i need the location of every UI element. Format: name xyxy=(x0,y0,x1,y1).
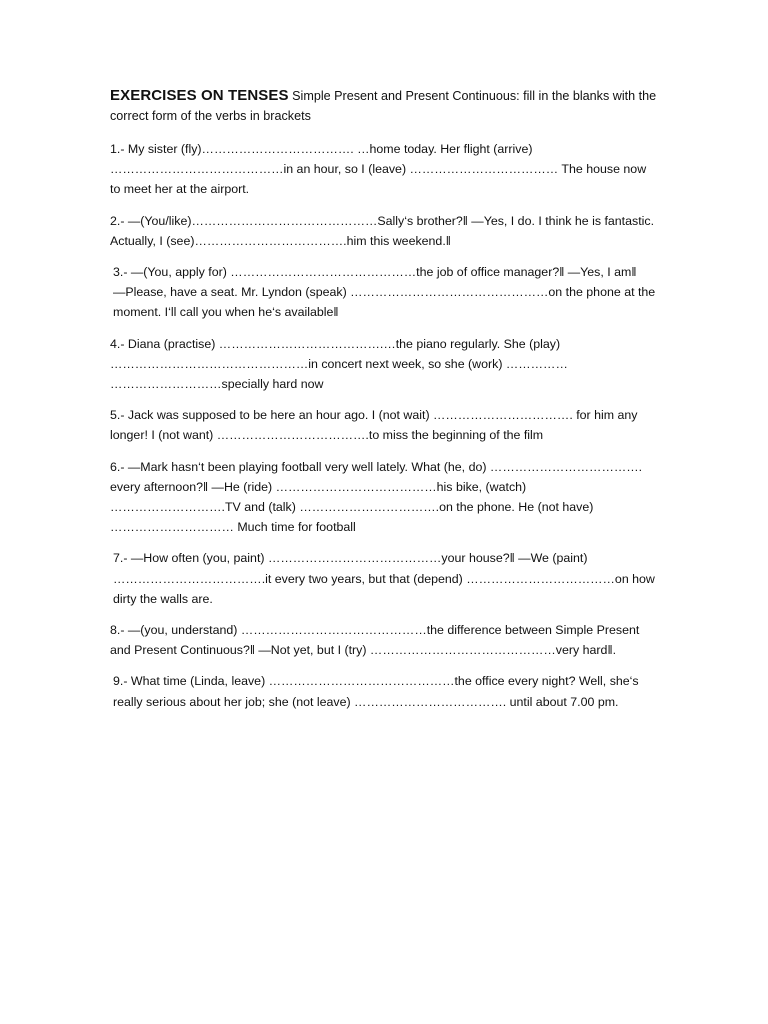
exercise-3: 3.- ―(You, apply for) ………………………………………the job of office manager?‖ ―Yes, I am‖ ―Please, have a seat. Mr. Lyndon (speak) …………………………………………on the phone at the moment. I‘ll call you when he‘s available‖ xyxy=(113,265,656,320)
exercise-1: 1.- My sister (fly)………………………………. …home today. Her flight (arrive) ……………………………………in an hour, so I (leave) ……………………………… The house now to meet her at the airport. xyxy=(110,142,647,197)
exercise-2: 2.- ―(You/like)………………………………………Sally‘s brother?‖ ―Yes, I do. I think he is fantastic. Actually, I (see)……………………………….him this weekend.‖ xyxy=(110,213,655,248)
exercise-7: 7.- ―How often (you, paint) ……………………………………your house?‖ ―We (paint) ……………………………….it every two years, but that (depend) ………………………………on how dirty the walls are. xyxy=(113,551,655,606)
exercise-4: 4.- Diana (practise) ………………………………….…the piano regularly. She (play) …………………………………………in concert next week, so she (work) …………… ………………………specially hard now xyxy=(110,336,568,392)
document-heading xyxy=(110,86,658,126)
exercise-6: 6.- ―Mark hasn‘t been playing football very well lately. What (he, do) ………………………………. every afternoon?‖ ―He (ride) …………………………………his bike, (watch) ……………………….TV and (talk) …………………………….on the phone. He (not have) ………………………… Much time for football xyxy=(110,459,643,535)
exercise-sheet xyxy=(110,86,658,723)
document-title: EXERCISES ON TENSES xyxy=(110,87,289,104)
document-instructions: Simple Present and Present Continuous: fill in the blanks with the correct form of the verbs in brackets xyxy=(110,89,657,123)
exercise-5: 5.- Jack was supposed to be here an hour ago. I (not wait) ……………………………. for him any longer! I (not want) ……………………………….to miss the beginning of the film xyxy=(110,408,638,443)
exercise-9: 9.- What time (Linda, leave) ………………………………………the office every night? Well, she‘s really serious about her job; she (not leave) ………………………………. until about 7.00 pm. xyxy=(113,674,639,709)
exercise-8: 8.- ―(you, understand) ………………………………………the difference between Simple Present and Present Continuous?‖ ―Not yet, but I (try) ………………………………………very hard‖. xyxy=(110,623,640,658)
